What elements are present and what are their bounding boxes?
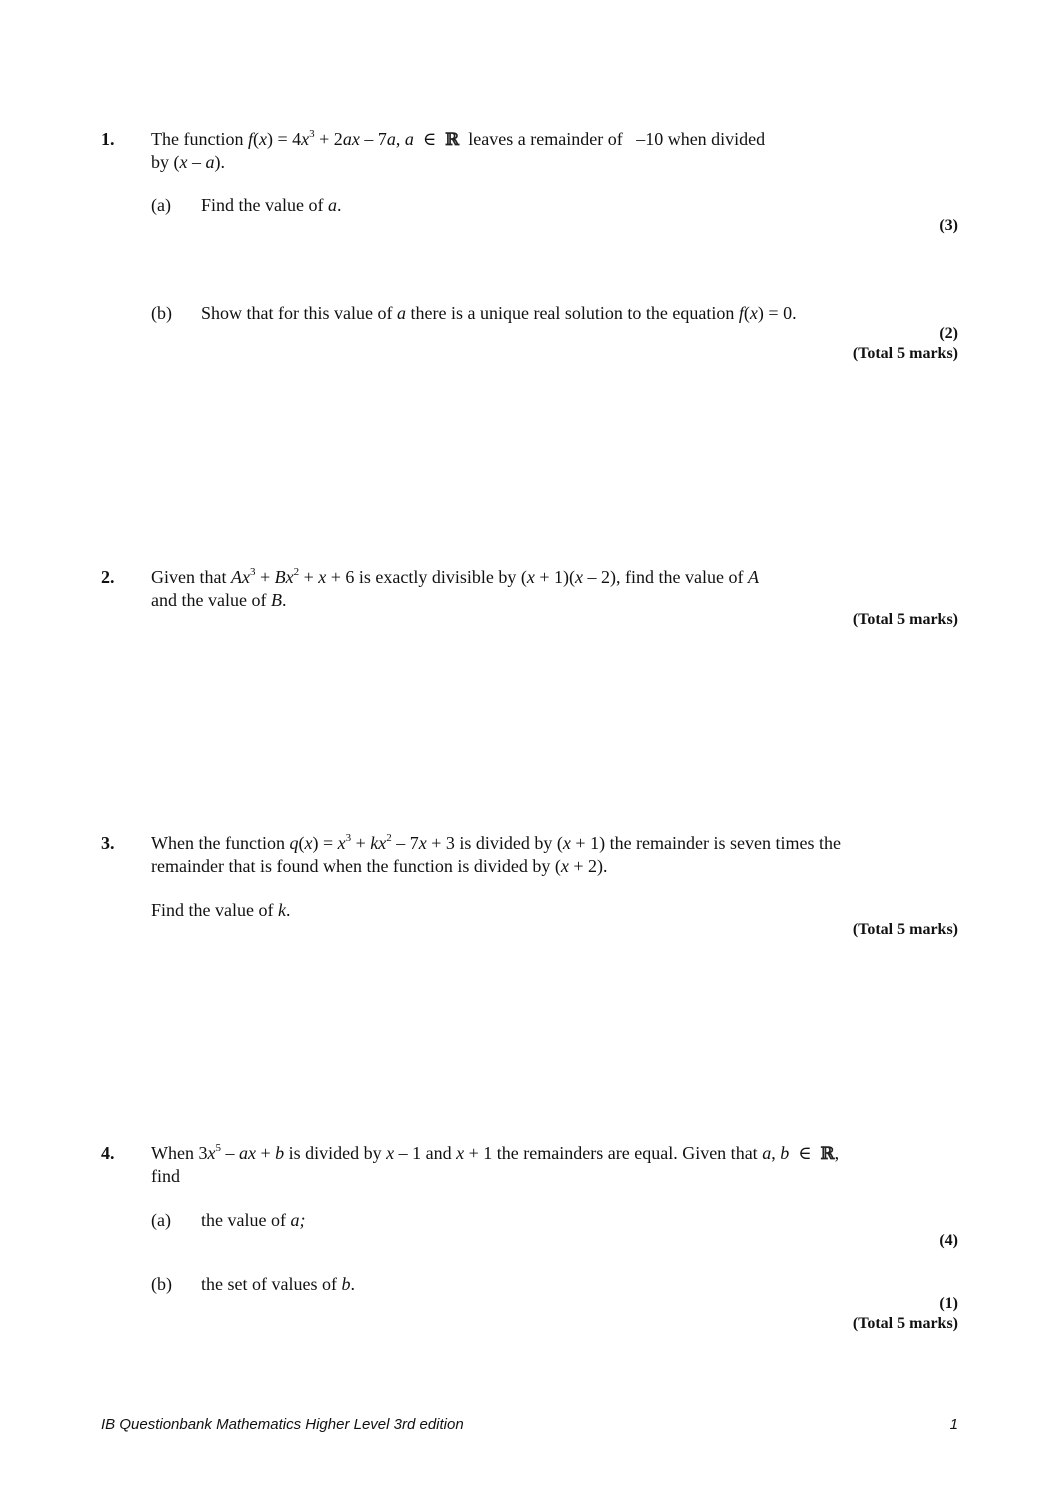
question-text-line: and the value of B.: [151, 590, 287, 610]
total-marks: (Total 5 marks): [852, 921, 958, 938]
part-text: Find the value of a.: [201, 195, 342, 215]
part-marks: (1): [939, 1295, 958, 1312]
part-label: (b): [151, 1274, 172, 1294]
part-label: (a): [151, 195, 171, 215]
footer-page-number: 1: [949, 1416, 958, 1433]
part-text: the set of values of b.: [201, 1274, 355, 1294]
question-text-line: by (x – a).: [151, 152, 225, 172]
part-text: Show that for this value of a there is a unique real solution to the equation f(x) = 0.: [201, 303, 797, 323]
question-text-line: When the function $q(x) = x^3 + kx^2 - 7x + 3$ is divided by (x + 1) the remainder is seven times the: [151, 832, 841, 853]
question-text-line: remainder that is found when the function is divided by (x + 2).: [151, 856, 608, 876]
question-text-line: When $3x^5$ – ax + b is divided by x – 1 and x + 1 the remainders are equal. Given that a, b ∈ ℝ,: [151, 1142, 840, 1164]
part-marks: (2): [939, 325, 958, 342]
question-number: 1.: [101, 129, 115, 149]
total-marks: (Total 5 marks): [852, 1315, 958, 1332]
question-text-line: Given that $Ax^3 + Bx^2 + x + 6$ is exactly divisible by (x + 1)(x – 2), find the value of A: [151, 566, 759, 587]
question-text-line: find: [151, 1166, 180, 1186]
part-text: the value of a;: [201, 1210, 306, 1230]
question-text-line: The function $f(x) = 4x^3 + 2ax - 7a$, a ∈ ℝ leaves a remainder of –10 when divided: [151, 128, 766, 150]
question-number: 2.: [101, 567, 115, 587]
part-label: (a): [151, 1210, 171, 1230]
question-number: 3.: [101, 833, 115, 853]
total-marks: (Total 5 marks): [852, 611, 958, 628]
question-text-line: Find the value of k.: [151, 900, 291, 920]
question-number: 4.: [101, 1143, 115, 1163]
part-marks: (4): [939, 1232, 958, 1249]
part-marks: (3): [939, 217, 958, 234]
part-label: (b): [151, 303, 172, 323]
footer-title: IB Questionbank Mathematics Higher Level 3rd edition: [101, 1416, 464, 1433]
total-marks: (Total 5 marks): [852, 345, 958, 362]
